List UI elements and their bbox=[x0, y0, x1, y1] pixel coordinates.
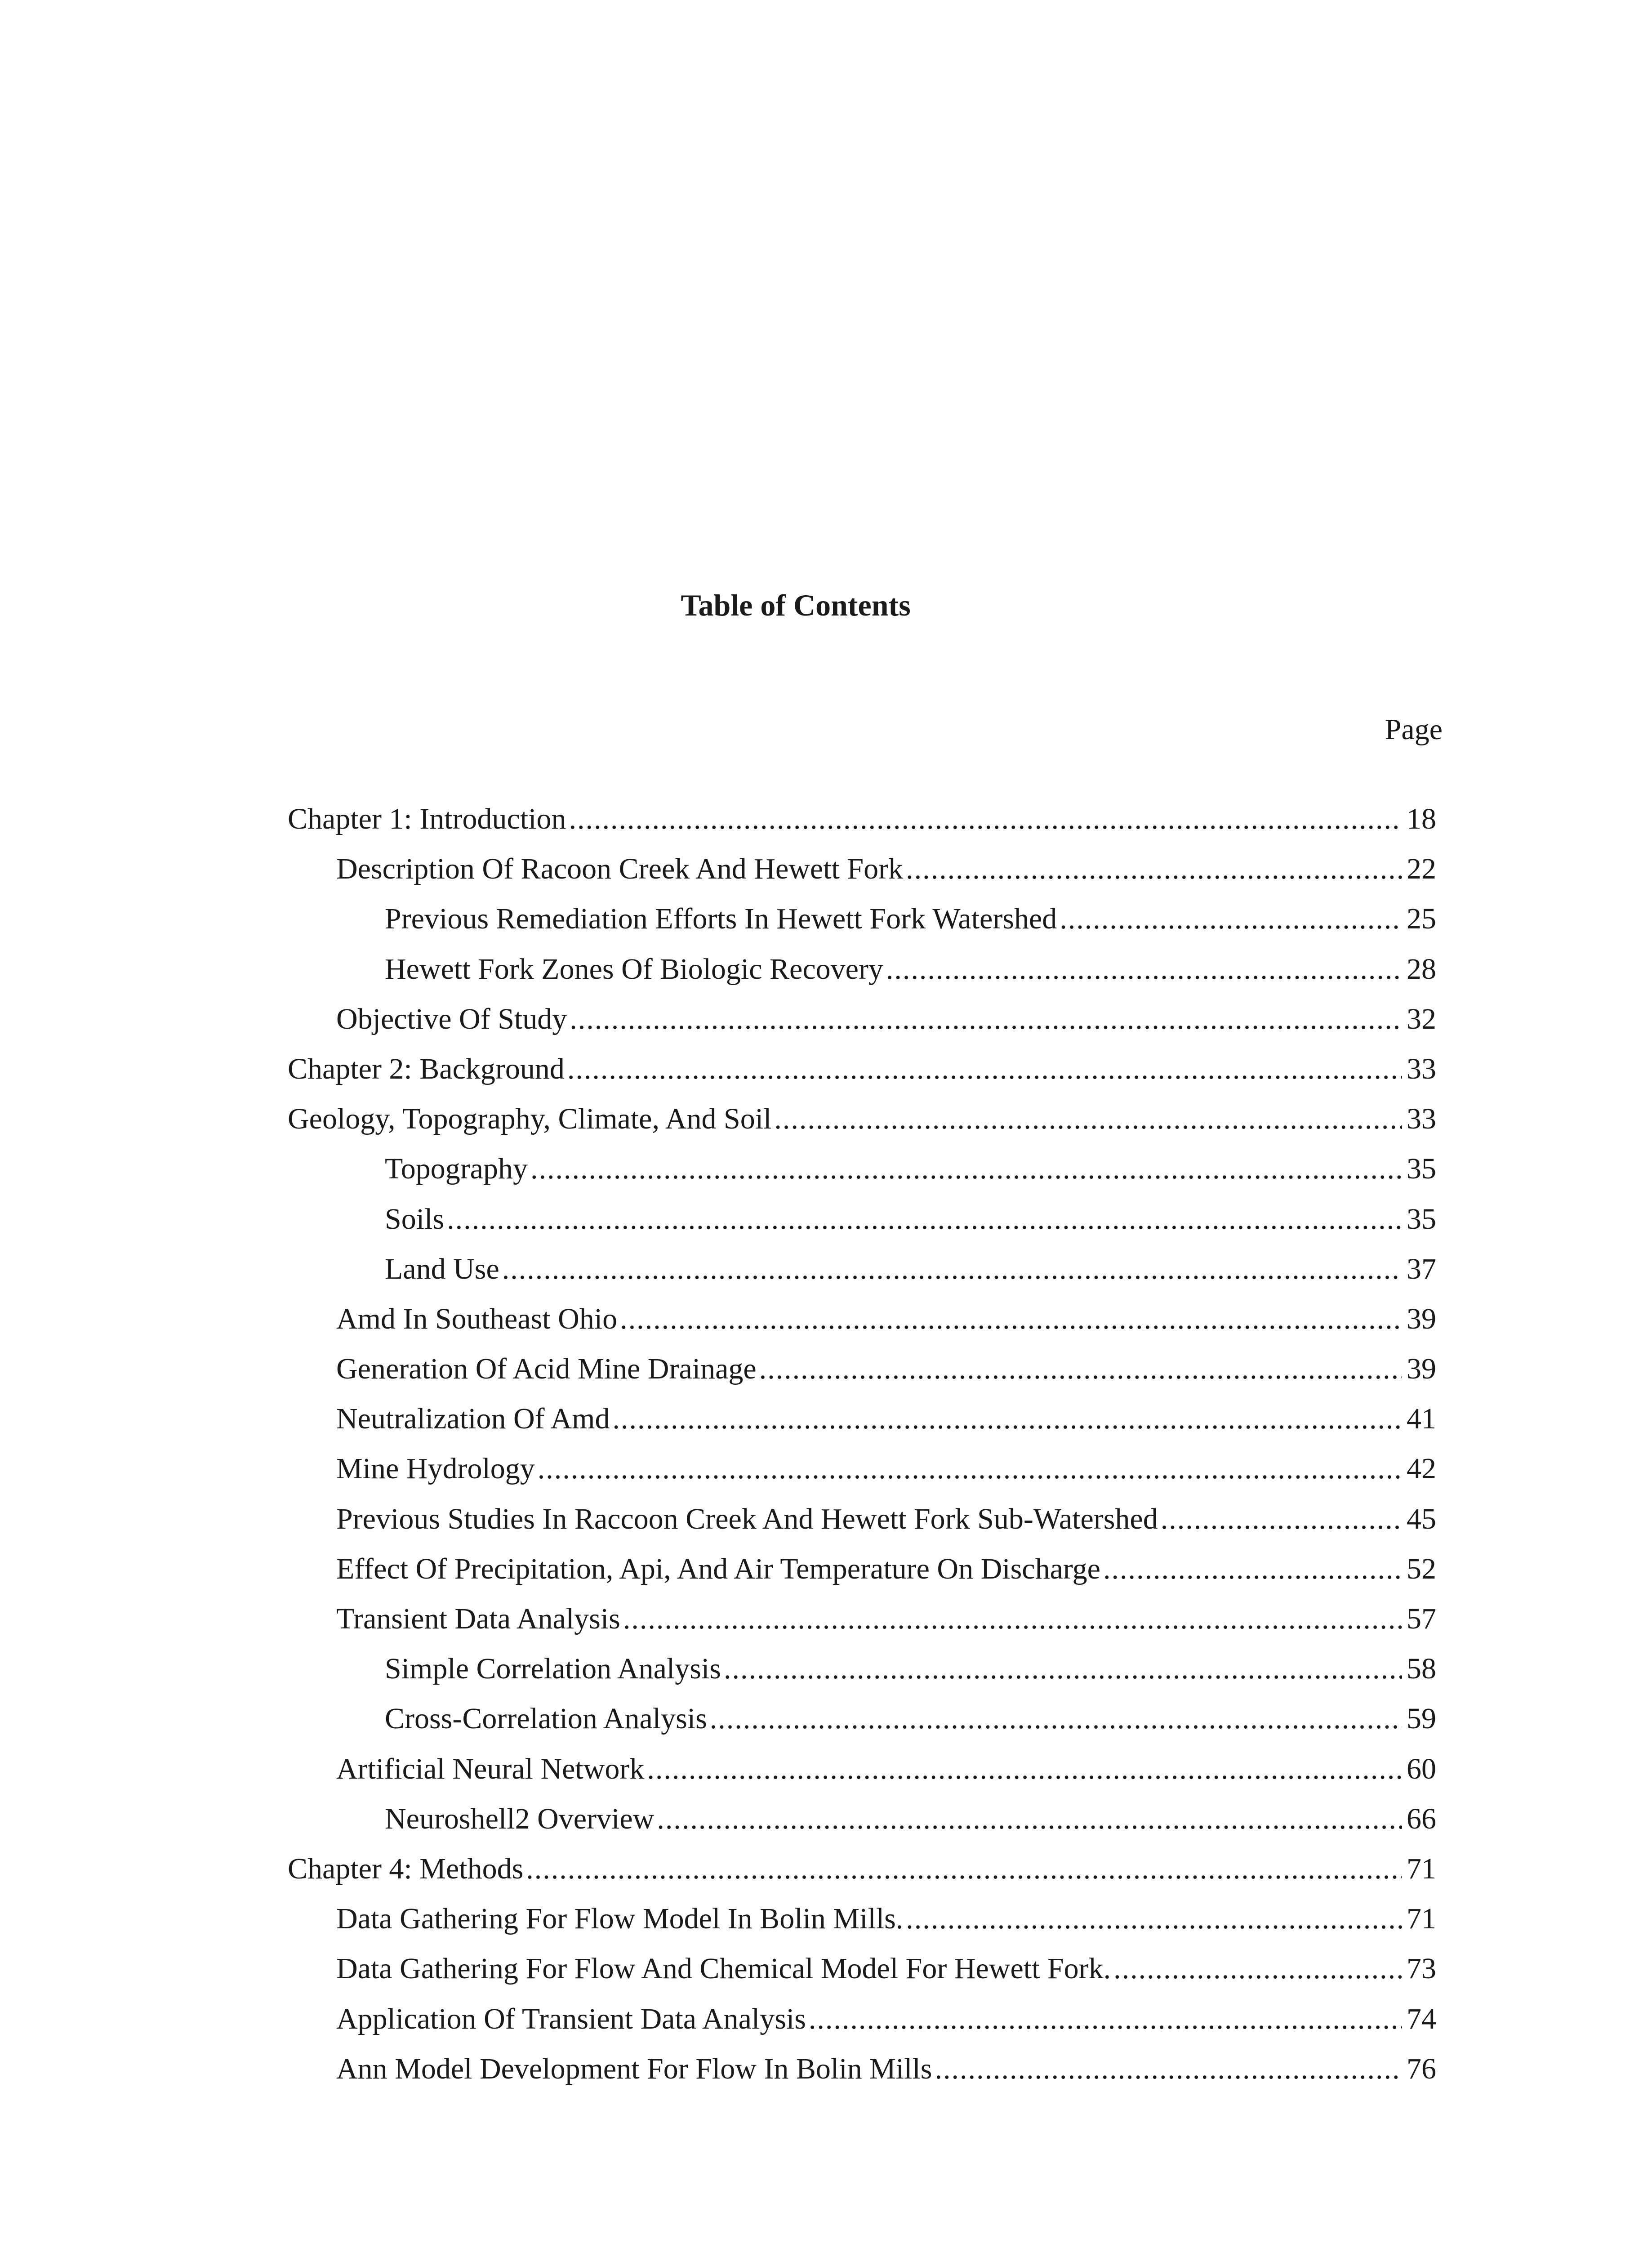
toc-entry-page-number: 59 bbox=[1407, 1702, 1436, 1735]
page-column-label: Page bbox=[1385, 713, 1443, 746]
toc-entry-title: Mine Hydrology bbox=[336, 1452, 535, 1485]
toc-entry-title: Neutralization Of Amd bbox=[336, 1402, 610, 1436]
toc-entry-title: Simple Correlation Analysis bbox=[385, 1652, 721, 1686]
toc-dot-leader bbox=[935, 2051, 1402, 2087]
toc-entry[interactable] bbox=[288, 1351, 1436, 1401]
toc-entry-page-number: 33 bbox=[1407, 1102, 1436, 1136]
toc-dot-leader bbox=[613, 1401, 1402, 1436]
toc-entry-title: Previous Studies In Raccoon Creek And Hewett Fork Sub-Watershed bbox=[336, 1502, 1158, 1535]
toc-entry-title: Neuroshell2 Overview bbox=[385, 1802, 655, 1835]
toc-entry-page-number: 35 bbox=[1407, 1152, 1436, 1186]
toc-entry[interactable] bbox=[288, 1051, 1436, 1101]
toc-entry[interactable] bbox=[288, 1401, 1436, 1451]
toc-entry-title: Artificial Neural Network bbox=[336, 1752, 645, 1785]
toc-dot-leader bbox=[906, 851, 1402, 887]
toc-entry-page-number: 18 bbox=[1407, 803, 1436, 835]
toc-entry[interactable] bbox=[288, 1251, 1436, 1301]
toc-entry-title: Amd In Southeast Ohio bbox=[336, 1302, 618, 1335]
toc-entry[interactable] bbox=[288, 951, 1436, 1001]
toc-entry-page-number: 37 bbox=[1407, 1252, 1436, 1285]
toc-entry-title: Generation Of Acid Mine Drainage bbox=[336, 1352, 757, 1386]
toc-dot-leader bbox=[906, 1901, 1402, 1936]
toc-entry-title: Effect Of Precipitation, Api, And Air Temperature On Discharge bbox=[336, 1552, 1100, 1585]
toc-entry-title: Geology, Topography, Climate, And Soil bbox=[288, 1102, 772, 1136]
toc-entry-page-number: 39 bbox=[1407, 1302, 1436, 1335]
toc-entry[interactable] bbox=[288, 901, 1436, 951]
toc-list bbox=[288, 801, 1436, 2101]
toc-entry-page-number: 39 bbox=[1407, 1352, 1436, 1386]
toc-entry-title: Soils bbox=[385, 1202, 445, 1236]
page-title: Table of Contents bbox=[681, 588, 911, 622]
toc-entry-page-number: 32 bbox=[1407, 1002, 1436, 1035]
toc-dot-leader bbox=[724, 1651, 1402, 1686]
toc-dot-leader bbox=[567, 1051, 1402, 1087]
toc-entry-page-number: 58 bbox=[1407, 1652, 1436, 1686]
toc-dot-leader bbox=[809, 2001, 1402, 2037]
toc-entry-page-number: 25 bbox=[1407, 902, 1436, 936]
toc-entry[interactable] bbox=[288, 801, 1436, 851]
toc-entry-page-number: 74 bbox=[1407, 2002, 1436, 2035]
toc-dot-leader bbox=[710, 1701, 1402, 1736]
toc-entry-page-number: 57 bbox=[1407, 1602, 1436, 1635]
toc-dot-leader bbox=[526, 1851, 1402, 1887]
toc-dot-leader bbox=[1113, 1951, 1402, 1986]
toc-entry[interactable] bbox=[288, 851, 1436, 901]
toc-entry[interactable] bbox=[288, 1201, 1436, 1251]
toc-entry-title: Topography bbox=[385, 1152, 528, 1186]
toc-dot-leader bbox=[647, 1751, 1402, 1787]
toc-entry[interactable] bbox=[288, 1601, 1436, 1651]
toc-entry-title: Hewett Fork Zones Of Biologic Recovery bbox=[385, 952, 883, 986]
toc-entry-title: Data Gathering For Flow Model In Bolin Mills. bbox=[336, 1902, 904, 1936]
toc-dot-leader bbox=[886, 951, 1402, 987]
toc-dot-leader bbox=[620, 1301, 1402, 1337]
toc-entry[interactable] bbox=[288, 1551, 1436, 1601]
toc-dot-leader bbox=[569, 801, 1402, 837]
toc-entry-page-number: 28 bbox=[1407, 952, 1436, 986]
toc-dot-leader bbox=[774, 1101, 1402, 1137]
toc-entry-title: Objective Of Study bbox=[336, 1002, 567, 1035]
toc-entry-page-number: 45 bbox=[1407, 1502, 1436, 1535]
toc-entry-page-number: 22 bbox=[1407, 852, 1436, 886]
toc-entry-title: Chapter 1: Introduction bbox=[288, 803, 566, 835]
toc-dot-leader bbox=[502, 1251, 1402, 1287]
toc-entry-title: Chapter 2: Background bbox=[288, 1052, 565, 1085]
toc-entry[interactable] bbox=[288, 2001, 1436, 2051]
toc-entry-title: Ann Model Development For Flow In Bolin Mills bbox=[336, 2052, 932, 2085]
toc-entry-title: Previous Remediation Efforts In Hewett Fork Watershed bbox=[385, 902, 1057, 936]
toc-entry-page-number: 76 bbox=[1407, 2052, 1436, 2085]
toc-entry[interactable] bbox=[288, 1301, 1436, 1351]
toc-entry[interactable] bbox=[288, 1151, 1436, 1201]
toc-entry-page-number: 73 bbox=[1407, 1952, 1436, 1985]
toc-dot-leader bbox=[759, 1351, 1402, 1387]
toc-dot-leader bbox=[657, 1801, 1402, 1837]
toc-entry-page-number: 66 bbox=[1407, 1802, 1436, 1835]
toc-entry-title: Application Of Transient Data Analysis bbox=[336, 2002, 806, 2035]
toc-entry-page-number: 60 bbox=[1407, 1752, 1436, 1785]
toc-dot-leader bbox=[530, 1151, 1402, 1186]
toc-entry[interactable] bbox=[288, 1951, 1436, 2001]
toc-entry[interactable] bbox=[288, 1751, 1436, 1801]
toc-entry-page-number: 33 bbox=[1407, 1052, 1436, 1085]
toc-entry-page-number: 52 bbox=[1407, 1552, 1436, 1585]
toc-entry[interactable] bbox=[288, 1701, 1436, 1751]
toc-entry-page-number: 71 bbox=[1407, 1852, 1436, 1885]
toc-entry[interactable] bbox=[288, 1851, 1436, 1901]
toc-dot-leader bbox=[538, 1451, 1402, 1486]
toc-entry-page-number: 42 bbox=[1407, 1452, 1436, 1485]
toc-entry[interactable] bbox=[288, 1651, 1436, 1701]
toc-entry-page-number: 35 bbox=[1407, 1202, 1436, 1236]
toc-dot-leader bbox=[623, 1601, 1402, 1637]
toc-entry-title: Transient Data Analysis bbox=[336, 1602, 620, 1635]
toc-entry[interactable] bbox=[288, 2051, 1436, 2101]
toc-entry-page-number: 71 bbox=[1407, 1902, 1436, 1936]
toc-entry-title: Cross-Correlation Analysis bbox=[385, 1702, 707, 1735]
toc-entry[interactable] bbox=[288, 1901, 1436, 1951]
toc-entry-title: Description Of Racoon Creek And Hewett Fork bbox=[336, 852, 904, 886]
toc-dot-leader bbox=[570, 1001, 1402, 1037]
toc-dot-leader bbox=[1161, 1501, 1402, 1537]
toc-entry[interactable] bbox=[288, 1101, 1436, 1151]
toc-dot-leader bbox=[1060, 901, 1402, 937]
toc-entry-page-number: 41 bbox=[1407, 1402, 1436, 1436]
toc-entry[interactable] bbox=[288, 1001, 1436, 1051]
toc-entry[interactable] bbox=[288, 1451, 1436, 1501]
toc-dot-leader bbox=[1103, 1551, 1402, 1587]
toc-entry[interactable] bbox=[288, 1801, 1436, 1851]
toc-entry-title: Data Gathering For Flow And Chemical Model For Hewett Fork. bbox=[336, 1952, 1111, 1985]
toc-entry[interactable] bbox=[288, 1501, 1436, 1551]
toc-entry-title: Chapter 4: Methods bbox=[288, 1852, 524, 1885]
toc-dot-leader bbox=[447, 1201, 1402, 1237]
toc-entry-title: Land Use bbox=[385, 1252, 499, 1285]
